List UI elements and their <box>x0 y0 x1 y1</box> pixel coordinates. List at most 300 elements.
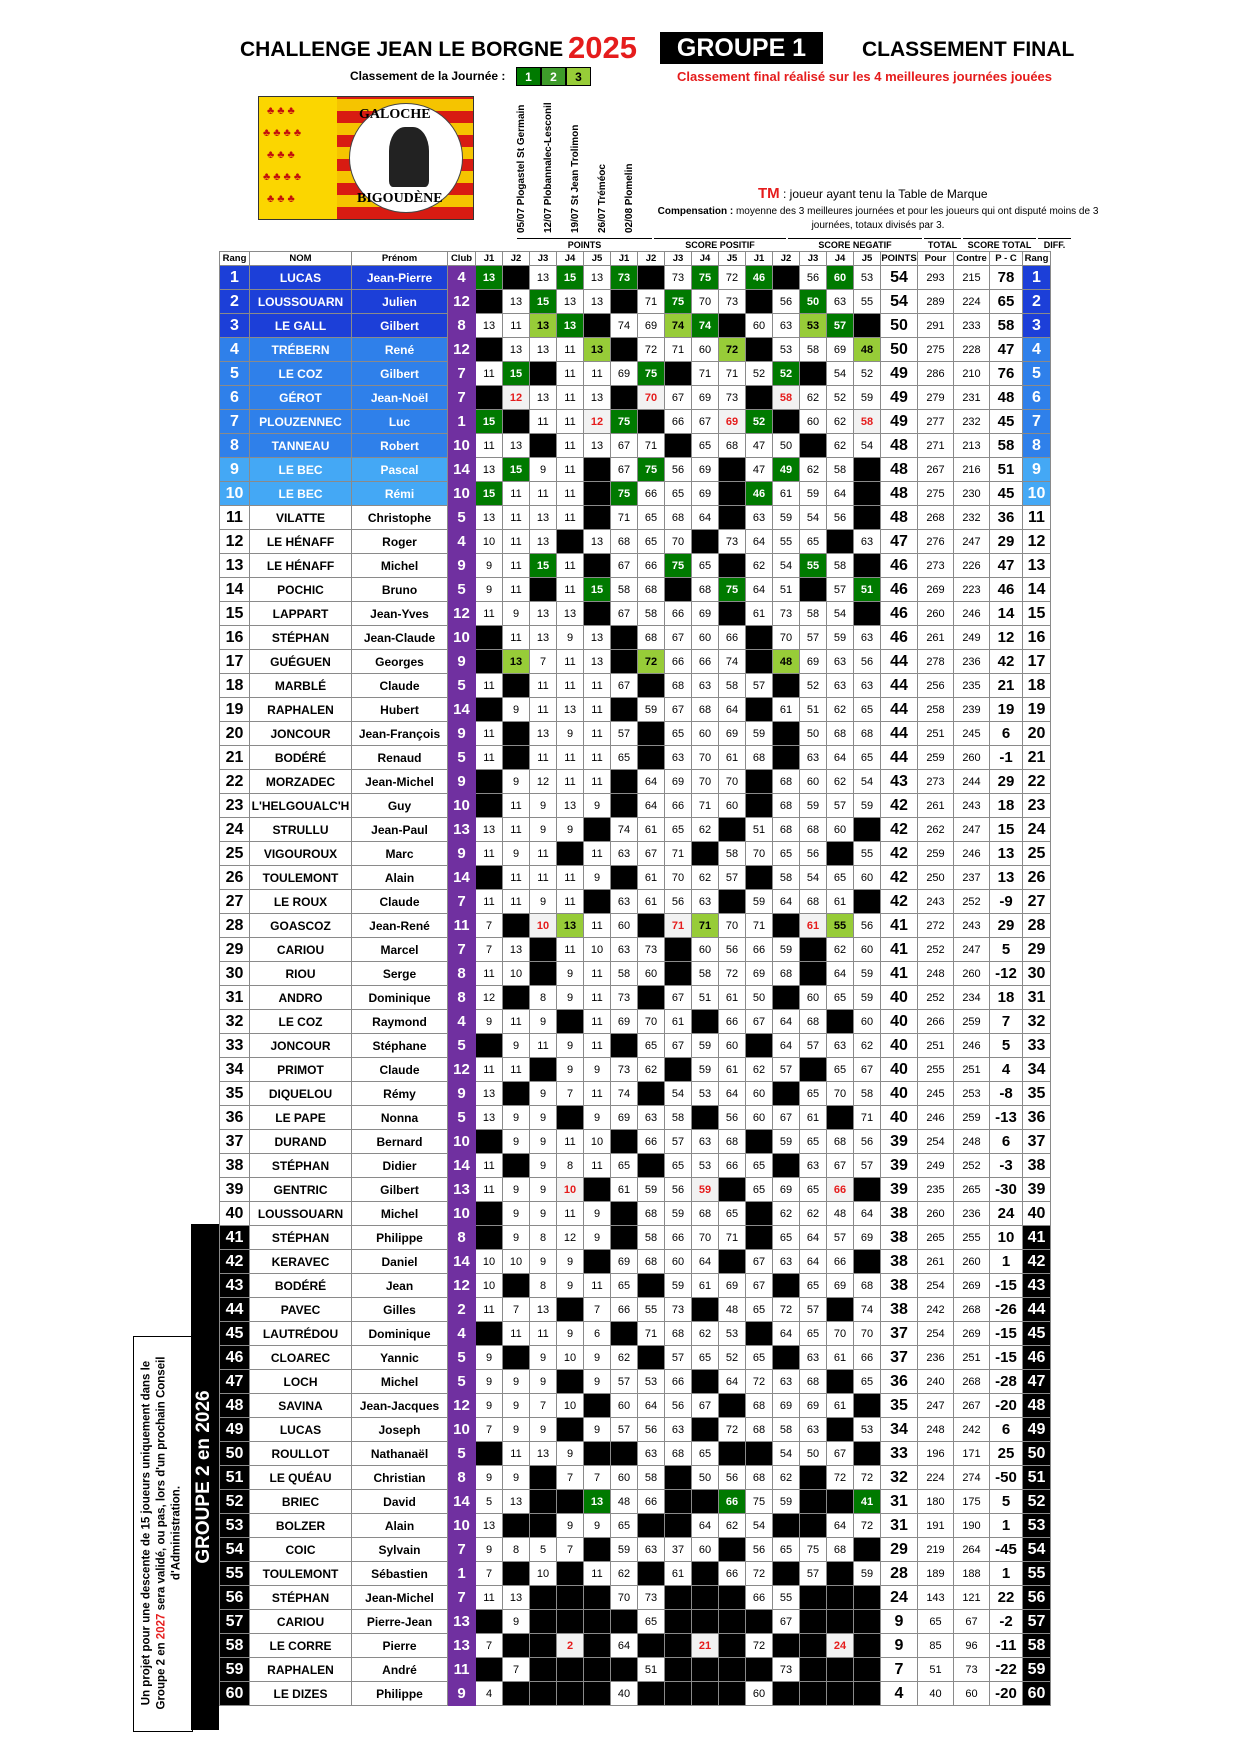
points-j3 <box>530 1658 557 1682</box>
prenom-cell: Nathanaël <box>352 1442 448 1466</box>
score-neg-j4: 65 <box>827 986 854 1010</box>
score-pos-j3: 56 <box>665 890 692 914</box>
score-pos-j4 <box>692 1490 719 1514</box>
score-pos-j1: 74 <box>611 314 638 338</box>
score-pos-j3: 65 <box>665 818 692 842</box>
points-j3 <box>530 962 557 986</box>
points-j3: 9 <box>530 1370 557 1394</box>
score-contre: 237 <box>954 866 990 890</box>
score-neg-j5: 41 <box>854 1490 881 1514</box>
score-neg-j2 <box>773 746 800 770</box>
points-j2: 9 <box>503 1610 530 1634</box>
club-cell: 9 <box>448 650 476 674</box>
table-row <box>220 434 1051 458</box>
score-pos-j2: 69 <box>638 314 665 338</box>
points-j4: 9 <box>557 986 584 1010</box>
score-pos-j4: 71 <box>692 362 719 386</box>
total-points: 28 <box>881 1562 918 1586</box>
score-pos-j5 <box>719 1538 746 1562</box>
club-cell: 14 <box>448 698 476 722</box>
score-neg-j3 <box>800 578 827 602</box>
score-pos-j2: 53 <box>638 1370 665 1394</box>
prenom-cell: Luc <box>352 410 448 434</box>
comp-text: moyenne des 3 meilleures journées et pour les joueurs qui ont disputé moins de 3 journées, totaux divisés par 3. <box>733 206 1099 231</box>
date-col-3 <box>570 100 582 233</box>
points-j4: 8 <box>557 1154 584 1178</box>
prenom-cell: Christian <box>352 1466 448 1490</box>
score-pos-j2 <box>638 1514 665 1538</box>
points-j5 <box>584 602 611 626</box>
score-pos-j5: 66 <box>719 1010 746 1034</box>
nom-cell: RAPHALEN <box>250 698 352 722</box>
rank-cell-right: 46 <box>1023 1346 1051 1370</box>
score-pos-j2 <box>638 986 665 1010</box>
nom-cell: BODÉRÉ <box>250 746 352 770</box>
rank-cell-right: 51 <box>1023 1466 1051 1490</box>
points-j4: 13 <box>557 290 584 314</box>
score-pour: 224 <box>918 1466 954 1490</box>
score-pos-j5: 74 <box>719 650 746 674</box>
score-pos-j3: 57 <box>665 1130 692 1154</box>
rank-cell-right: 23 <box>1023 794 1051 818</box>
score-pour: 286 <box>918 362 954 386</box>
score-neg-j1 <box>746 1034 773 1058</box>
score-pos-j2: 64 <box>638 794 665 818</box>
rank-cell-right: 3 <box>1023 314 1051 338</box>
score-neg-j5 <box>854 1178 881 1202</box>
score-neg-j3 <box>800 362 827 386</box>
points-j3 <box>530 1610 557 1634</box>
diff-cell: -50 <box>990 1466 1023 1490</box>
total-points: 36 <box>881 1370 918 1394</box>
rank-cell: 37 <box>220 1130 250 1154</box>
club-cell: 9 <box>448 554 476 578</box>
rank-cell: 18 <box>220 674 250 698</box>
rank-cell: 1 <box>220 266 250 290</box>
score-neg-j1 <box>746 770 773 794</box>
score-pos-j2: 72 <box>638 338 665 362</box>
nom-cell: ROULLOT <box>250 1442 352 1466</box>
prenom-cell: Jean-Michel <box>352 770 448 794</box>
rank-cell-right: 4 <box>1023 338 1051 362</box>
score-neg-j3: 50 <box>800 1442 827 1466</box>
table-row <box>220 1610 1051 1634</box>
points-j4: 13 <box>557 794 584 818</box>
rank-cell: 28 <box>220 914 250 938</box>
score-pos-j2 <box>638 914 665 938</box>
relegation-note <box>140 1343 185 1723</box>
rank-cell-right: 41 <box>1023 1226 1051 1250</box>
score-neg-j1: 67 <box>746 1274 773 1298</box>
points-j2 <box>503 1082 530 1106</box>
score-pos-j4 <box>692 1610 719 1634</box>
points-j4: 11 <box>557 938 584 962</box>
score-pos-j3: 68 <box>665 506 692 530</box>
comp-label: Compensation : <box>657 206 734 217</box>
points-j4 <box>557 1370 584 1394</box>
score-neg-j3 <box>800 1610 827 1634</box>
points-j3 <box>530 1058 557 1082</box>
total-points: 39 <box>881 1154 918 1178</box>
score-pos-j1: 57 <box>611 722 638 746</box>
rank-cell-right: 28 <box>1023 914 1051 938</box>
rank-cell: 45 <box>220 1322 250 1346</box>
score-pos-j4 <box>692 1418 719 1442</box>
score-pos-j4 <box>692 1106 719 1130</box>
score-neg-j5: 51 <box>854 578 881 602</box>
tm-legend <box>758 185 988 202</box>
points-j2: 11 <box>503 866 530 890</box>
diff-cell: -28 <box>990 1370 1023 1394</box>
points-j5: 15 <box>584 578 611 602</box>
points-j3: 9 <box>530 1154 557 1178</box>
score-contre: 96 <box>954 1634 990 1658</box>
score-neg-j5: 55 <box>854 290 881 314</box>
score-neg-j2: 59 <box>773 1490 800 1514</box>
club-cell: 14 <box>448 866 476 890</box>
total-points: 9 <box>881 1634 918 1658</box>
points-j2: 13 <box>503 938 530 962</box>
table-row <box>220 650 1051 674</box>
score-neg-j4: 64 <box>827 1514 854 1538</box>
points-j5 <box>584 1586 611 1610</box>
score-neg-j4: 57 <box>827 314 854 338</box>
rank-cell: 39 <box>220 1178 250 1202</box>
score-pos-j5: 72 <box>719 338 746 362</box>
score-neg-j4: 64 <box>827 482 854 506</box>
score-neg-j5: 74 <box>854 1298 881 1322</box>
score-neg-j3: 65 <box>800 1082 827 1106</box>
nom-cell: CARIOU <box>250 938 352 962</box>
score-neg-j3: 57 <box>800 1034 827 1058</box>
score-neg-j5 <box>854 1682 881 1706</box>
score-pos-j3: 65 <box>665 722 692 746</box>
diff-cell: -13 <box>990 1106 1023 1130</box>
points-j1 <box>476 626 503 650</box>
nom-cell: L'HELGOUALC'H <box>250 794 352 818</box>
group-score-positive: SCORE POSITIF <box>654 238 786 252</box>
score-pos-j5: 48 <box>719 1298 746 1322</box>
points-j3: 11 <box>530 842 557 866</box>
score-contre: 252 <box>954 890 990 914</box>
score-neg-j1 <box>746 290 773 314</box>
points-j1: 11 <box>476 362 503 386</box>
score-pour: 143 <box>918 1586 954 1610</box>
table-row <box>220 1586 1051 1610</box>
score-neg-j2 <box>773 1514 800 1538</box>
score-pos-j5: 68 <box>719 1130 746 1154</box>
podium-1: 1 <box>516 67 541 86</box>
score-pour: 252 <box>918 938 954 962</box>
rank-cell: 42 <box>220 1250 250 1274</box>
score-neg-j3: 55 <box>800 554 827 578</box>
score-pos-j4 <box>692 842 719 866</box>
score-pos-j3: 74 <box>665 314 692 338</box>
score-pos-j5: 58 <box>719 674 746 698</box>
total-points: 44 <box>881 698 918 722</box>
points-j2: 13 <box>503 434 530 458</box>
club-cell: 5 <box>448 746 476 770</box>
score-contre: 243 <box>954 794 990 818</box>
total-points: 38 <box>881 1298 918 1322</box>
score-neg-j4: 63 <box>827 650 854 674</box>
points-j5: 11 <box>584 986 611 1010</box>
total-points: 40 <box>881 1082 918 1106</box>
points-j1 <box>476 650 503 674</box>
points-j1 <box>476 1034 503 1058</box>
rank-cell-right: 34 <box>1023 1058 1051 1082</box>
col-rang-right: Rang <box>1023 252 1051 266</box>
points-j2 <box>503 1634 530 1658</box>
score-neg-j3 <box>800 1658 827 1682</box>
points-j5: 13 <box>584 338 611 362</box>
points-j3: 13 <box>530 266 557 290</box>
score-pos-j1 <box>611 1322 638 1346</box>
score-pos-j3: 68 <box>665 1442 692 1466</box>
points-j1 <box>476 794 503 818</box>
score-neg-j1: 60 <box>746 1106 773 1130</box>
total-points: 48 <box>881 506 918 530</box>
score-contre: 171 <box>954 1442 990 1466</box>
score-neg-j3: 56 <box>800 842 827 866</box>
points-j2: 11 <box>503 1058 530 1082</box>
points-j4: 10 <box>557 1346 584 1370</box>
club-cell: 5 <box>448 506 476 530</box>
score-pos-j5: 64 <box>719 1370 746 1394</box>
table-row <box>220 1538 1051 1562</box>
rank-cell: 27 <box>220 890 250 914</box>
points-j4: 9 <box>557 626 584 650</box>
club-cell: 7 <box>448 1538 476 1562</box>
score-neg-j2 <box>773 1682 800 1706</box>
rank-cell-right: 38 <box>1023 1154 1051 1178</box>
points-j2: 9 <box>503 1466 530 1490</box>
score-contre: 228 <box>954 338 990 362</box>
score-contre: 264 <box>954 1538 990 1562</box>
points-j4 <box>557 842 584 866</box>
points-j3 <box>530 362 557 386</box>
rank-cell-right: 45 <box>1023 1322 1051 1346</box>
points-j4: 9 <box>557 1322 584 1346</box>
club-cell: 7 <box>448 386 476 410</box>
score-neg-j3: 56 <box>800 266 827 290</box>
club-cell: 10 <box>448 1418 476 1442</box>
table-row <box>220 1106 1051 1130</box>
score-pos-j2: 51 <box>638 1658 665 1682</box>
rank-cell-right: 40 <box>1023 1202 1051 1226</box>
diff-cell: -3 <box>990 1154 1023 1178</box>
date-col-4 <box>597 100 609 233</box>
score-pos-j3: 75 <box>665 290 692 314</box>
club-cell: 7 <box>448 362 476 386</box>
score-neg-j4: 69 <box>827 338 854 362</box>
score-pos-j2: 65 <box>638 506 665 530</box>
points-j1: 9 <box>476 1394 503 1418</box>
diff-cell: 65 <box>990 290 1023 314</box>
points-j3: 9 <box>530 458 557 482</box>
diff-cell: 76 <box>990 362 1023 386</box>
club-cell: 10 <box>448 1514 476 1538</box>
prenom-cell: David <box>352 1490 448 1514</box>
score-contre: 224 <box>954 290 990 314</box>
points-j2: 11 <box>503 890 530 914</box>
score-pos-j2: 65 <box>638 1034 665 1058</box>
score-pour: 65 <box>918 1610 954 1634</box>
diff-cell: 24 <box>990 1202 1023 1226</box>
score-pos-j3: 67 <box>665 986 692 1010</box>
score-pos-j3: 66 <box>665 1370 692 1394</box>
points-j4: 11 <box>557 890 584 914</box>
rank-cell: 52 <box>220 1490 250 1514</box>
score-pos-j3: 65 <box>665 1154 692 1178</box>
club-cell: 4 <box>448 1322 476 1346</box>
score-pos-j4: 58 <box>692 962 719 986</box>
score-neg-j4: 68 <box>827 1538 854 1562</box>
score-neg-j1: 65 <box>746 1298 773 1322</box>
diff-cell: -22 <box>990 1658 1023 1682</box>
points-j2: 9 <box>503 698 530 722</box>
score-pour: 251 <box>918 722 954 746</box>
score-neg-j3: 63 <box>800 1418 827 1442</box>
prenom-cell: Jean <box>352 1274 448 1298</box>
score-pos-j2: 70 <box>638 1010 665 1034</box>
prenom-cell: Gilbert <box>352 1178 448 1202</box>
total-points: 39 <box>881 1178 918 1202</box>
points-j5: 7 <box>584 1466 611 1490</box>
rank-cell-right: 54 <box>1023 1538 1051 1562</box>
col-club: Club <box>448 252 476 266</box>
score-pos-j5: 64 <box>719 1082 746 1106</box>
score-neg-j1 <box>746 338 773 362</box>
club-cell: 12 <box>448 1058 476 1082</box>
prenom-cell: Roger <box>352 530 448 554</box>
score-contre: 247 <box>954 938 990 962</box>
score-pos-j5 <box>719 890 746 914</box>
club-cell: 5 <box>448 1346 476 1370</box>
rank-cell: 38 <box>220 1154 250 1178</box>
score-neg-j1: 69 <box>746 962 773 986</box>
score-neg-j4 <box>827 1298 854 1322</box>
points-j1: 9 <box>476 1010 503 1034</box>
diff-cell: 1 <box>990 1514 1023 1538</box>
points-j3: 11 <box>530 1322 557 1346</box>
score-pour: 271 <box>918 434 954 458</box>
note-part1: Un projet pour une descente de 15 joueurs uniquement dans le Groupe 2 en <box>140 1360 168 1710</box>
score-neg-j3 <box>800 1490 827 1514</box>
points-j5: 13 <box>584 266 611 290</box>
points-j5 <box>584 1538 611 1562</box>
group-total: TOTAL <box>924 238 961 252</box>
nom-cell: GUÉGUEN <box>250 650 352 674</box>
rank-cell: 57 <box>220 1610 250 1634</box>
points-j5: 13 <box>584 290 611 314</box>
score-pos-j3: 71 <box>665 914 692 938</box>
score-pos-j4: 65 <box>692 554 719 578</box>
score-pos-j2 <box>638 722 665 746</box>
score-contre: 175 <box>954 1490 990 1514</box>
rank-cell: 13 <box>220 554 250 578</box>
points-j3: 13 <box>530 506 557 530</box>
club-cell: 12 <box>448 338 476 362</box>
diff-cell: 6 <box>990 1418 1023 1442</box>
diff-cell: 45 <box>990 482 1023 506</box>
score-pos-j3: 67 <box>665 1034 692 1058</box>
points-j1: 13 <box>476 818 503 842</box>
score-neg-j3: 65 <box>800 1322 827 1346</box>
points-j3 <box>530 1634 557 1658</box>
score-pos-j2 <box>638 746 665 770</box>
score-pos-j4: 64 <box>692 1250 719 1274</box>
rank-cell: 16 <box>220 626 250 650</box>
rank-cell-right: 9 <box>1023 458 1051 482</box>
score-pos-j2: 67 <box>638 842 665 866</box>
prenom-cell: Serge <box>352 962 448 986</box>
score-pos-j1: 71 <box>611 506 638 530</box>
score-neg-j1: 65 <box>746 1154 773 1178</box>
total-points: 40 <box>881 1034 918 1058</box>
score-neg-j2: 64 <box>773 1034 800 1058</box>
score-neg-j5 <box>854 1610 881 1634</box>
diff-cell: 48 <box>990 386 1023 410</box>
score-neg-j2: 65 <box>773 1226 800 1250</box>
score-pos-j3: 69 <box>665 770 692 794</box>
score-pos-j1: 67 <box>611 434 638 458</box>
diff-cell: 46 <box>990 578 1023 602</box>
score-neg-j2: 49 <box>773 458 800 482</box>
points-j1: 10 <box>476 530 503 554</box>
score-neg-j2: 68 <box>773 818 800 842</box>
total-points: 43 <box>881 770 918 794</box>
nom-cell: STRULLU <box>250 818 352 842</box>
table-row <box>220 266 1051 290</box>
nom-cell: RAPHALEN <box>250 1658 352 1682</box>
points-j2: 10 <box>503 962 530 986</box>
nom-cell: JONCOUR <box>250 722 352 746</box>
score-pos-j2: 64 <box>638 1394 665 1418</box>
table-row <box>220 1130 1051 1154</box>
table-row <box>220 1178 1051 1202</box>
rank-cell-right: 21 <box>1023 746 1051 770</box>
club-cell: 8 <box>448 1466 476 1490</box>
points-j4: 9 <box>557 1034 584 1058</box>
prenom-cell: Joseph <box>352 1418 448 1442</box>
rank-cell: 22 <box>220 770 250 794</box>
score-neg-j1: 60 <box>746 1082 773 1106</box>
points-j3 <box>530 1586 557 1610</box>
prenom-cell: Jean-Paul <box>352 818 448 842</box>
score-neg-j3: 59 <box>800 482 827 506</box>
table-row <box>220 1346 1051 1370</box>
score-contre: 232 <box>954 410 990 434</box>
score-neg-j1: 68 <box>746 1466 773 1490</box>
club-cell: 4 <box>448 266 476 290</box>
score-neg-j3 <box>800 962 827 986</box>
score-neg-j4 <box>827 1658 854 1682</box>
score-neg-j2: 68 <box>773 962 800 986</box>
prenom-cell: Dominique <box>352 1322 448 1346</box>
score-neg-j4: 66 <box>827 1178 854 1202</box>
diff-cell: 58 <box>990 314 1023 338</box>
score-pos-j1: 67 <box>611 458 638 482</box>
nom-cell: LAPPART <box>250 602 352 626</box>
score-pos-j5 <box>719 1250 746 1274</box>
score-pos-j5 <box>719 1658 746 1682</box>
points-j5 <box>584 1442 611 1466</box>
points-j2: 13 <box>503 1586 530 1610</box>
points-j1: 7 <box>476 1634 503 1658</box>
points-j1 <box>476 1202 503 1226</box>
points-j2 <box>503 674 530 698</box>
